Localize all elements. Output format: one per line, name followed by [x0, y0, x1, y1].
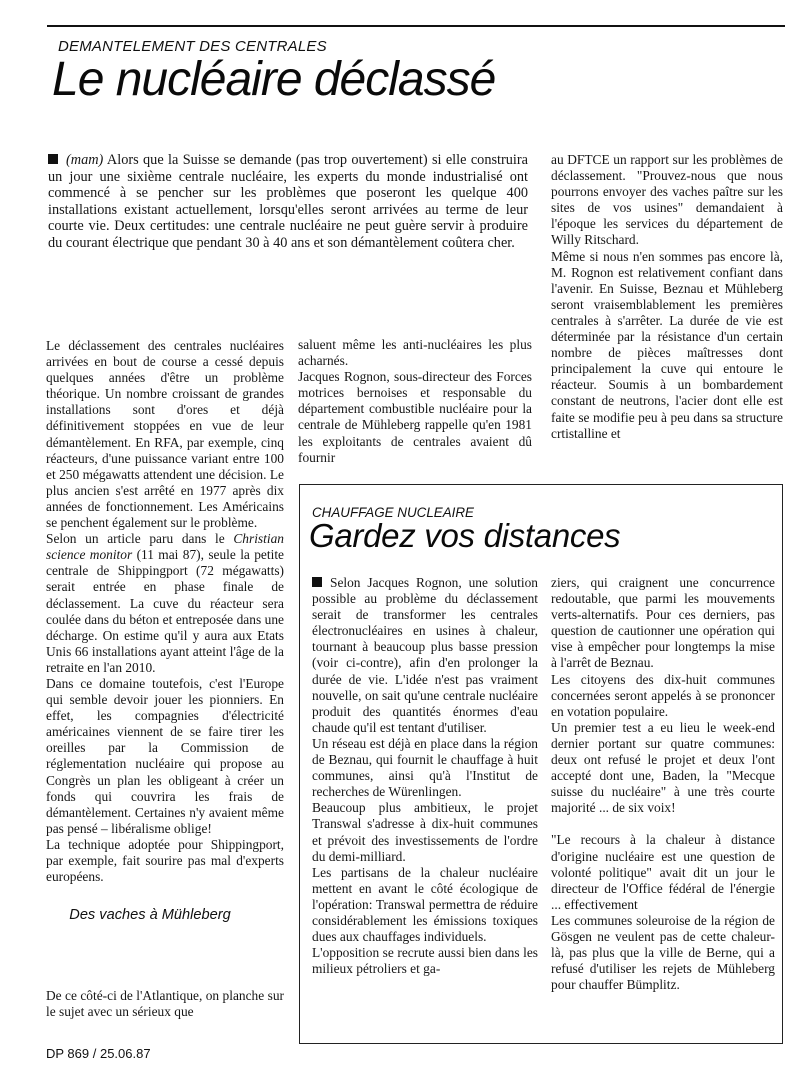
column-3-paragraph: Même si nous n'en sommes pas encore là, M. Rognon est relativement confiant dans l'avenir. En Suisse, Beznau et Mühleberg seront vraisemblablement les premières centrales à s'arrêter. La durée de vie est déterminée par la résistance d'un certain nombre de pièces maîtresses dont principalement la cuve qui entoure le réacteur. Soumis à un bombardement constant de neutrons, l'acier dont elle est faite se modifie peu à peu dans sa structure crtistalline et	[551, 248, 783, 441]
source-publication: Christian science monitor	[46, 531, 284, 563]
box-paragraph	[312, 575, 538, 736]
column-1-paragraph: De ce côté-ci de l'Atlantique, on planche sur le sujet avec un sérieux que	[46, 988, 284, 1020]
lead-paragraph	[48, 152, 528, 252]
column-1-paragraph: Le déclassement des centrales nucléaires arrivées en bout de course a cessé depuis quelques années d'être un problème théorique. Un nombre croissant de grandes installations sont d'ores et déjà définitivement stoppées en vue de leur démantèlement. En RFA, par exemple, cinq réacteurs, d'une puissance variant entre 100 et 250 mégawatts attendent une décision. Le plus ancien s'est arrêté en 1977 après dix années de fonctionnement. Les Américains se penchent également sur le problème.	[46, 338, 284, 531]
column-2-paragraph: saluent même les anti-nucléaires les plus acharnés.	[298, 337, 532, 369]
column-3	[551, 152, 783, 442]
paragraph-text: Selon Jacques Rognon, une solution possible au problème du déclassement serait de transformer les centrales électronucléaires en usines à chaleur, tournant à beaucoup plus basse pression (voir ci-contre), afin d'en prolonger la durée de vie. L'idée n'est pas vraiment nouvelle, on sait qu'une centrale nucléaire produit des quantités énormes d'eau chaude qu'il est tentant d'utiliser.	[312, 575, 538, 735]
box-paragraph: L'opposition se recrute aussi bien dans les milieux pétroliers et ga-	[312, 945, 538, 977]
column-1-paragraph: La technique adoptée pour Shippingport, par exemple, fait sourire pas mal d'experts européens.	[46, 836, 284, 885]
paragraph-spacer	[551, 816, 775, 832]
article-kicker: DEMANTELEMENT DES CENTRALES	[58, 38, 327, 55]
box-title: Gardez vos distances	[309, 517, 621, 554]
paragraph-text: (11 mai 87), seule la petite centrale de Shippingport (72 mégawatts) serait entrée en phase finale de déclassement. La cuve du réacteur sera coulée dans du béton et entreposée dans une décharge. On estime qu'il y aura aux Etats Unis 66 installations ayant atteint l'âge de la retraite en l'an 2010.	[46, 547, 284, 675]
box-paragraph: Beaucoup plus ambitieux, le projet Transwal s'adresse à dix-huit communes et prévoit des investissements de l'ordre du demi-milliard.	[312, 800, 538, 864]
author-initials: (mam)	[66, 152, 104, 168]
column-3-paragraph: au DFTCE un rapport sur les problèmes de déclassement. "Prouvez-nous que nous pourrons envoyer des vaches paître sur les sites de vos usines" demandaient à l'époque les services du département de Willy Ritschard.	[551, 152, 783, 248]
column-2	[298, 337, 532, 466]
box-column-1	[312, 575, 538, 977]
bullet-square-icon	[312, 577, 322, 587]
box-paragraph: Les partisans de la chaleur nucléaire mettent en avant le côté écologique de l'opération: Transwal permettra de réduire considérablement les émissions toxiques dues aux chauffages individuels.	[312, 864, 538, 945]
column-2-paragraph: Jacques Rognon, sous-directeur des Forces motrices bernoises et responsable du département combustible nucléaire pour la centrale de Mühleberg rappelle qu'en 1981 les exploitants de centrales avaient dû fournir	[298, 369, 532, 465]
column-1-paragraph	[46, 531, 284, 676]
box-paragraph: Un réseau est déjà en place dans la région de Beznau, qui fournit le chauffage à huit communes, ainsi qu'à l'Institut de recherches de Würenlingen.	[312, 735, 538, 800]
box-kicker: CHAUFFAGE NUCLEAIRE	[312, 505, 474, 520]
box-column-2	[551, 575, 775, 993]
column-1-paragraph: Dans ce domaine toutefois, c'est l'Europe qui semble devoir jouer les pionniers. En effet, les compagnies d'électricité américaines viennent de se faire tirer les oreilles par la Commission de réglementation nucléaire qui propose au Congrès un plan les obligeant à créer un fonds qui couvrira les frais de démantèlement. Certaines n'y avaient même pas pensé – libéralisme oblige!	[46, 675, 284, 836]
column-1	[46, 338, 284, 885]
box-paragraph: Les citoyens des dix-huit communes concernées seront appelés à se prononcer en votation populaire.	[551, 671, 775, 719]
column-1-continued	[46, 988, 284, 1020]
box-paragraph: "Le recours à la chaleur à distance d'origine nucléaire est une question de volonté politique" avait dit un jour le directeur de l'Office fédéral de l'énergie ... effectivement	[551, 832, 775, 912]
paragraph-text: Selon un article paru dans le	[46, 531, 225, 547]
box-paragraph: Un premier test a eu lieu le week-end dernier portant sur quatre communes: deux ont refusé le projet et deux l'ont accepté dont une, Baden, la "Mecque suisse du nucléaire" à une très courte majorité ... de six voix!	[551, 719, 775, 816]
bullet-square-icon	[48, 154, 58, 164]
box-paragraph: Les communes soleuroise de la région de Gösgen ne veulent pas de cette chaleur-là, pas plus que la ville de Berne, qui a refusé d'utiliser les rejets de Mühleberg pour chauffer Bümplitz.	[551, 912, 775, 993]
top-rule	[47, 25, 785, 27]
lead-text: Alors que la Suisse se demande (pas trop ouvertement) si elle construira un jour une sixième centrale nucléaire, les experts du monde industrialisé ont commencé à se pencher sur les problèmes que poseront les quelque 400 installations existant actuellement, lorsqu'elles seront arrivées au terme de leur courte vie. Deux certitudes: une centrale nucléaire ne peut guère servir à produire du courant électrique que pendant 30 à 40 ans et son démantèlement coûtera cher.	[48, 152, 528, 251]
section-subheading: Des vaches à Mühleberg	[69, 907, 231, 923]
box-paragraph: ziers, qui craignent une concurrence redoutable, que parmi les mouvements verts-alternatifs. Pour ces derniers, pas question de cautionner une opération qui vise à empêcher pour longtemps la mise à l'arrêt de Beznau.	[551, 575, 775, 671]
issue-footer: DP 869 / 25.06.87	[46, 1046, 151, 1061]
article-headline: Le nucléaire déclassé	[52, 53, 496, 106]
